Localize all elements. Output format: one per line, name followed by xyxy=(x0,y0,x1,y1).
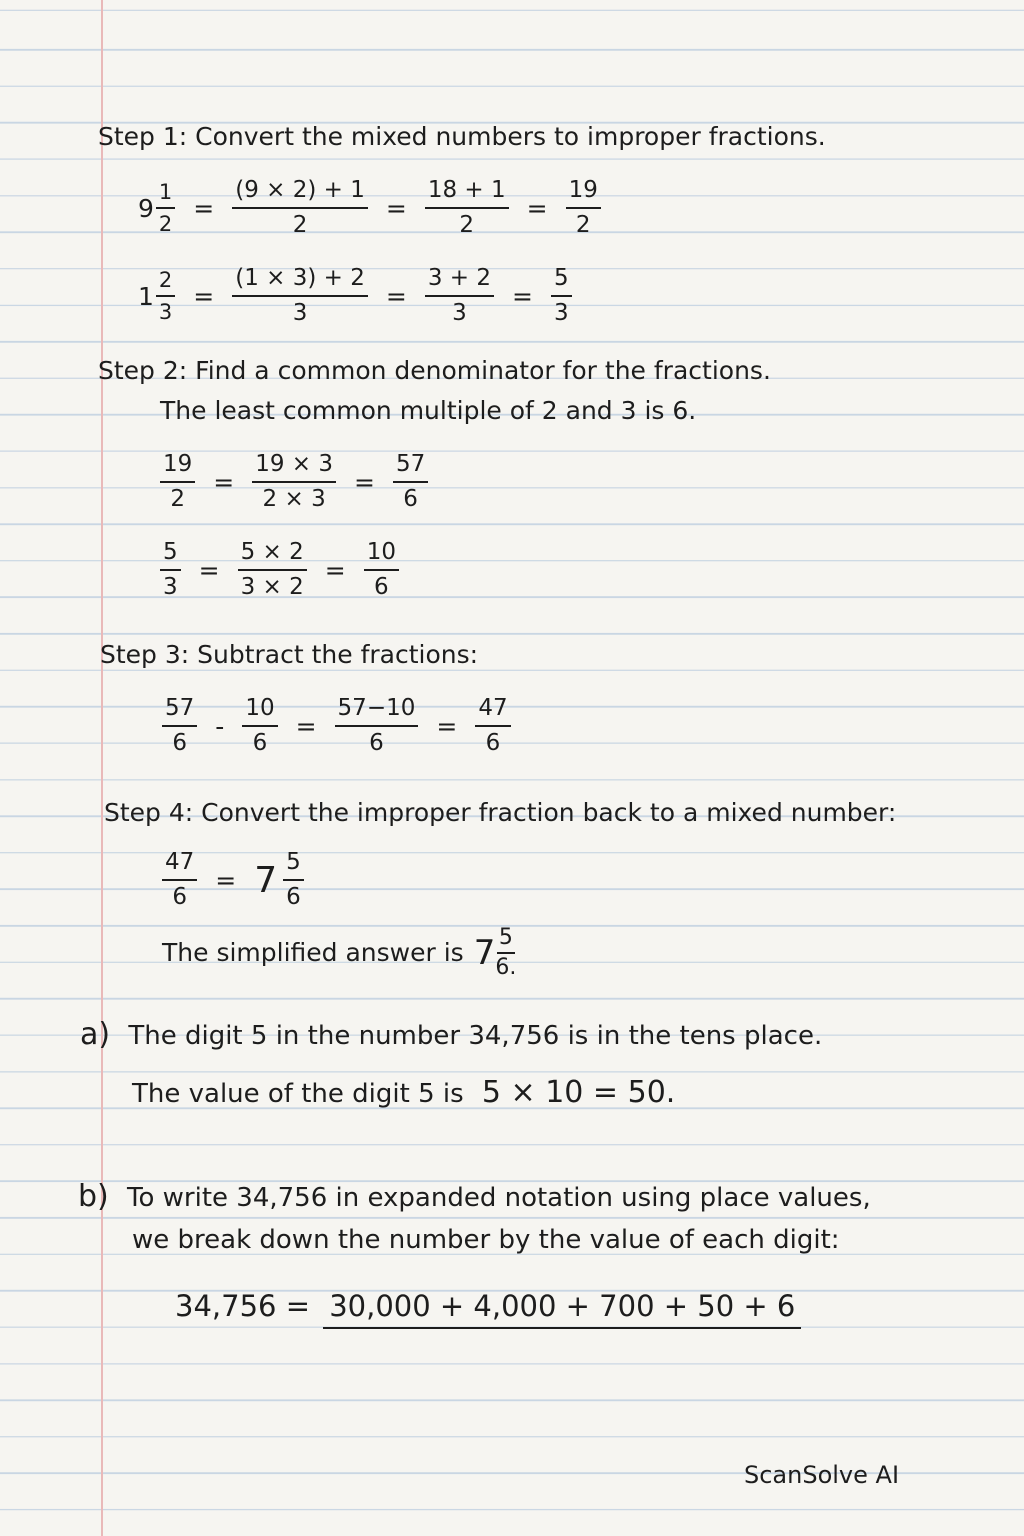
fraction: $\frac{57}{6}$ xyxy=(162,695,197,757)
fraction: $\frac{5}{3}$ xyxy=(551,265,572,327)
step4-answer xyxy=(162,925,517,980)
fraction: $\frac{3 + 2}{3}$ xyxy=(425,265,494,327)
step3-row xyxy=(162,686,511,766)
fraction: $\frac{10}{6}$ xyxy=(364,539,399,601)
fraction: $\frac{18 + 1}{2}$ xyxy=(425,177,509,239)
part-b-line1 xyxy=(78,1179,871,1214)
part-b-line2: we break down the number by the value of each digit: xyxy=(132,1225,840,1255)
mixed-fraction: $\frac{2}{3}$ xyxy=(156,268,175,324)
step1-row2 xyxy=(138,256,572,336)
equals-sign: = xyxy=(324,555,346,585)
step3-title: Step 3: Subtract the fractions: xyxy=(100,640,479,669)
fraction: $\frac{19 \times 3}{2 \times 3}$ xyxy=(252,451,336,513)
part-b-letter: b) xyxy=(78,1179,109,1214)
step4-row xyxy=(162,840,304,920)
fraction: $\frac{47}{6}$ xyxy=(475,695,510,757)
step2-subtitle: The least common multiple of 2 and 3 is 6. xyxy=(160,396,697,425)
step1-row1 xyxy=(138,168,601,248)
part-b-text: To write 34,756 in expanded notation using place values, xyxy=(127,1183,871,1213)
expanded-notation-equation xyxy=(175,1288,801,1324)
equals-sign: = xyxy=(385,281,407,311)
part-a-text: The digit 5 in the number 34,756 is in the tens place. xyxy=(128,1021,823,1051)
part-a-expression: 5 × 10 = 50. xyxy=(481,1075,676,1110)
brand-footer: ScanSolve AI xyxy=(744,1461,900,1489)
step2-row1 xyxy=(160,442,428,522)
part-a-letter: a) xyxy=(80,1017,111,1052)
equals-sign: = xyxy=(512,281,533,311)
mixed-whole: 7 xyxy=(254,859,278,901)
fraction: $\frac{5}{6}$ xyxy=(283,849,304,911)
equals-sign: = xyxy=(436,711,458,741)
fraction: $\frac{47}{6}$ xyxy=(162,849,197,911)
mixed-whole: 1 xyxy=(138,281,154,311)
fraction: $\frac{(1 \times 3) + 2}{3}$ xyxy=(232,265,368,327)
fraction: $\frac{57-10}{6}$ xyxy=(335,695,419,757)
equals-sign: = xyxy=(526,193,548,223)
fraction: $\frac{57}{6}$ xyxy=(393,451,428,513)
fraction: $\frac{19}{2}$ xyxy=(566,177,601,239)
expanded-right: 30,000 + 4,000 + 700 + 50 + 6 xyxy=(323,1289,801,1329)
step2-title: Step 2: Find a common denominator for the fractions. xyxy=(98,356,771,385)
equals-sign: = xyxy=(385,193,407,223)
step2-row2 xyxy=(160,530,399,610)
equals-sign: = xyxy=(193,281,215,311)
equals-sign: = xyxy=(213,467,235,497)
step4-title: Step 4: Convert the improper fraction back to a mixed number: xyxy=(104,798,897,827)
fraction: $\frac{5}{3}$ xyxy=(160,539,181,601)
fraction: $\frac{19}{2}$ xyxy=(160,451,195,513)
equals-sign: = xyxy=(193,193,215,223)
fraction: $\frac{10}{6}$ xyxy=(242,695,277,757)
answer-fraction: $\frac{5}{6.}$ xyxy=(495,925,517,980)
mixed-fraction: $\frac{1}{2}$ xyxy=(156,180,175,236)
part-a-line2 xyxy=(132,1075,676,1110)
part-a-line1 xyxy=(80,1017,823,1052)
fraction: $\frac{5 \times 2}{3 \times 2}$ xyxy=(238,539,307,601)
equals-sign: = xyxy=(198,555,220,585)
step1-title: Step 1: Convert the mixed numbers to improper fractions. xyxy=(98,122,826,151)
part-a-line2-prefix: The value of the digit 5 is xyxy=(132,1079,464,1109)
equals-sign: = xyxy=(215,865,237,895)
equals-sign: = xyxy=(295,711,317,741)
expanded-left: 34,756 = xyxy=(175,1289,310,1323)
answer-whole: 7 xyxy=(473,933,496,973)
fraction: $\frac{(9 \times 2) + 1}{2}$ xyxy=(232,177,368,239)
equals-sign: = xyxy=(354,467,375,497)
minus-sign: - xyxy=(215,711,225,741)
mixed-whole: 9 xyxy=(138,193,154,223)
answer-prefix: The simplified answer is xyxy=(162,938,464,967)
